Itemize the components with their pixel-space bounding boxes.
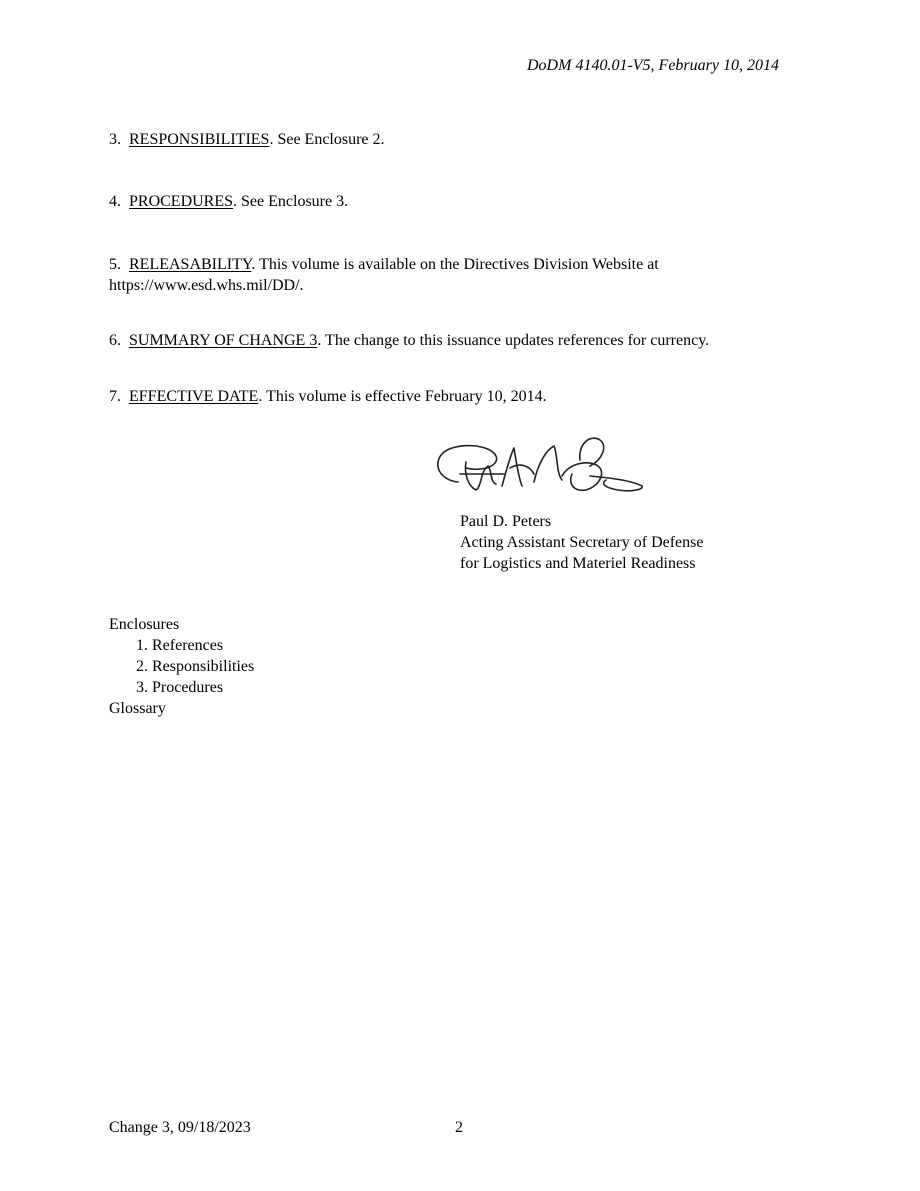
paragraph-text: . This volume is available on the Directives Division Website at xyxy=(251,256,659,273)
paragraph-text: . See Enclosure 3. xyxy=(233,193,349,210)
paragraph-number: 3. xyxy=(109,131,121,148)
paragraph-number: 6. xyxy=(109,332,121,349)
paragraph-releasability xyxy=(109,254,659,296)
list-item: 3. Procedures xyxy=(136,679,224,696)
list-item: 2. Responsibilities xyxy=(136,658,255,675)
paragraph-responsibilities xyxy=(109,129,385,150)
paragraph-number: 5. xyxy=(109,256,121,273)
list-item: 1. References xyxy=(136,637,224,654)
paragraph-summary-of-change xyxy=(109,330,709,351)
paragraph-heading: PROCEDURES xyxy=(129,193,234,210)
glossary-label: Glossary xyxy=(109,700,166,717)
paragraph-procedures xyxy=(109,191,348,212)
paragraph-heading: RESPONSIBILITIES xyxy=(129,131,270,148)
page-number: 2 xyxy=(455,1119,463,1136)
paragraph-effective-date xyxy=(109,386,547,407)
signer-title-line1: Acting Assistant Secretary of Defense xyxy=(460,534,704,551)
signer-title-line2: for Logistics and Materiel Readiness xyxy=(460,555,696,572)
paragraph-text: . This volume is effective February 10, 2014. xyxy=(258,388,547,405)
paragraph-heading: EFFECTIVE DATE xyxy=(129,388,259,405)
paragraph-heading: RELEASABILITY xyxy=(129,256,252,273)
paragraph-number: 7. xyxy=(109,388,121,405)
paragraph-heading: SUMMARY OF CHANGE 3 xyxy=(129,332,318,349)
paragraph-text: . See Enclosure 2. xyxy=(269,131,385,148)
document-header: DoDM 4140.01-V5, February 10, 2014 xyxy=(527,57,779,74)
signer-name: Paul D. Peters xyxy=(460,513,552,530)
footer-change: Change 3, 09/18/2023 xyxy=(109,1119,251,1136)
paragraph-text: . The change to this issuance updates references for currency. xyxy=(317,332,710,349)
directives-website-link[interactable]: https://www.esd.whs.mil/DD/. xyxy=(109,277,304,294)
signature-block xyxy=(460,511,703,574)
paragraph-number: 4. xyxy=(109,193,121,210)
signature-image xyxy=(430,432,650,498)
enclosures-list xyxy=(109,614,254,719)
enclosures-heading: Enclosures xyxy=(109,616,180,633)
